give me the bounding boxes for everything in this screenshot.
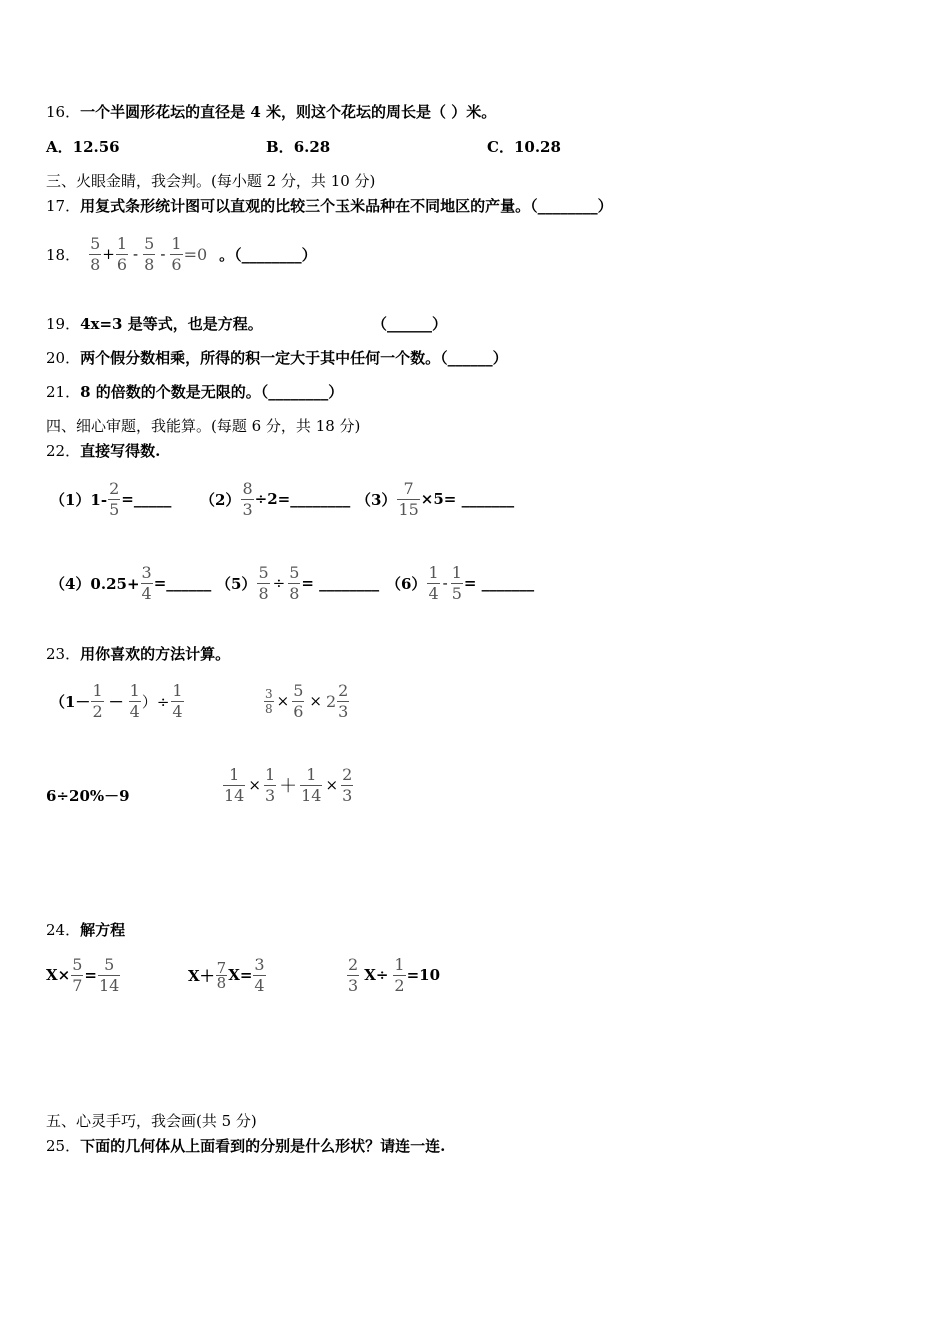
q23-expression-4 [222, 760, 354, 810]
question-text: 用复式条形统计图可以直观的比较三个玉米品种在不同地区的产量。（________） [80, 197, 613, 215]
question-18 [46, 228, 317, 280]
question-16 [46, 102, 496, 122]
question-number: 19． [46, 315, 81, 333]
fraction: $\frac{5}{7}$ [72, 954, 83, 995]
fraction: $\frac{8}{3}$ [242, 478, 253, 519]
fraction: $\frac{1}{6}$ [171, 233, 182, 274]
section-4-title: 四、细心审题，我能算。(每题 6 分，共 18 分) [46, 417, 361, 435]
equation-text: X= [228, 966, 253, 984]
fraction: $\frac{5}{8}$ [258, 562, 269, 603]
question-number: 21． [46, 383, 81, 401]
section-5-title: 五、心灵手巧，我会画(共 5 分) [46, 1112, 257, 1130]
option-value: 12.56 [72, 138, 120, 156]
question-21 [46, 382, 343, 402]
question-23 [46, 644, 230, 664]
question-number: 22． [46, 442, 81, 460]
equation-text: X÷ [364, 966, 389, 984]
question-17 [46, 196, 613, 216]
fraction: $\frac{5}{14}$ [98, 954, 120, 995]
q24-equation-3 [346, 950, 440, 1000]
fraction: 5 8 [90, 233, 101, 274]
operator: ＋ [279, 776, 298, 797]
question-text: 用你喜欢的方法计算。 [80, 645, 231, 663]
q22-part-6 [386, 558, 534, 608]
q22-part-1 [50, 474, 171, 524]
part-label: （5） [216, 574, 257, 593]
fraction: $\frac{5}{6}$ [293, 680, 304, 721]
operator: × [276, 692, 290, 710]
part-label: （6） [386, 574, 427, 593]
equation-text: =10 [406, 966, 441, 984]
question-number: 20． [46, 349, 81, 367]
option-b[interactable] [266, 137, 330, 157]
fraction: $\frac{7}{15}$ [398, 478, 419, 519]
question-text: 4x=3 是等式，也是方程。 [80, 315, 263, 333]
answer-blank[interactable]: ÷2=________ [254, 490, 351, 508]
fraction: $\frac{1}{5}$ [451, 562, 462, 603]
question-24 [46, 920, 125, 940]
question-text: 下面的几何体从上面看到的分别是什么形状？请连一连. [80, 1137, 446, 1155]
fraction: $\frac{3}{4}$ [141, 562, 152, 603]
option-label: A． [46, 138, 73, 156]
operator: × [309, 692, 322, 710]
answer-blank[interactable]: ×5= _______ [420, 490, 515, 508]
fraction: $\frac{1}{3}$ [264, 764, 276, 805]
fraction: 5 8 [144, 233, 155, 274]
fraction: 2 3 [348, 954, 359, 995]
result: =0 [183, 244, 208, 264]
question-number: 18． [46, 245, 81, 264]
q23-expression-2 [263, 676, 350, 726]
answer-blank[interactable]: = ________ [301, 574, 380, 592]
fraction: $\frac{1}{6}$ [116, 233, 128, 274]
q24-equation-2 [188, 950, 267, 1000]
operator: × [248, 776, 261, 794]
option-value: 10.28 [513, 138, 561, 156]
q24-equation-1 [46, 950, 121, 1000]
operator: - [442, 574, 448, 592]
q23-expression-3: 6÷20%－9 [46, 787, 130, 805]
answer-blank[interactable]: =_____ [121, 490, 172, 508]
expression-text: ）÷ [141, 692, 170, 711]
question-text: 8 的倍数的个数是无限的。（________） [80, 383, 344, 401]
operator: × [325, 776, 339, 794]
question-19 [46, 314, 263, 334]
q23-expression-1 [50, 676, 185, 726]
q22-part-3 [356, 474, 514, 524]
equation-text: X× [46, 966, 71, 984]
section-3-title: 三、火眼金睛，我会判。(每小题 2 分，共 10 分) [46, 172, 376, 190]
answer-blank[interactable]: =______ [153, 574, 212, 592]
fraction: 1 2 [92, 680, 103, 721]
equation-text: X＋ [188, 966, 215, 985]
q22-part-5 [216, 558, 379, 608]
operator: - [133, 245, 139, 263]
fraction: $\frac{1}{4}$ [172, 680, 183, 721]
equation-text: = [84, 966, 97, 984]
question-20 [46, 348, 508, 368]
fraction: 1 4 [428, 562, 439, 603]
option-label: C． [487, 138, 514, 156]
operator: - [160, 245, 166, 263]
question-text: 解方程 [80, 921, 126, 939]
operator: + [102, 245, 115, 263]
question-22 [46, 441, 160, 461]
whole-number: 2 [325, 691, 337, 711]
question-number: 23． [46, 645, 81, 663]
option-label: B． [266, 138, 294, 156]
question-text: 直接写得数. [80, 442, 161, 460]
fraction: $\frac{1}{14}$ [224, 764, 245, 805]
part-label: （2） [200, 490, 241, 509]
fraction: 2 3 [338, 680, 349, 721]
expression-text: （1－ [50, 692, 91, 711]
question-number: 17． [46, 197, 81, 215]
fraction: 7 8 [216, 958, 227, 992]
q22-part-2 [200, 474, 350, 524]
answer-blank[interactable]: = _______ [463, 574, 535, 592]
fraction: $\frac{2}{5}$ [109, 478, 120, 519]
question-number: 24． [46, 921, 81, 939]
operator: ÷ [272, 574, 286, 592]
question-number: 25． [46, 1137, 81, 1155]
answer-blank[interactable]: 。（________） [219, 245, 317, 264]
part-label: （4）0.25+ [50, 574, 140, 593]
part-label: （3） [356, 490, 397, 509]
operator: － [108, 692, 124, 711]
option-a[interactable] [46, 137, 120, 157]
option-c[interactable] [487, 137, 561, 157]
fraction: $\frac{3}{4}$ [254, 954, 265, 995]
option-value: 6.28 [293, 138, 331, 156]
fraction: $\frac{2}{3}$ [342, 764, 353, 805]
fraction: $\frac{5}{8}$ [289, 562, 300, 603]
q22-part-4 [50, 558, 211, 608]
question-text: 一个半圆形花坛的直径是 4 米，则这个花坛的周长是（ ）米。 [80, 103, 497, 121]
answer-blank[interactable]: （______） [372, 315, 448, 333]
part-label: （1）1- [50, 490, 108, 509]
fraction: $\frac{1}{2}$ [394, 954, 405, 995]
fraction: $\frac{3}{8}$ [265, 686, 273, 716]
question-text: 两个假分数相乘，所得的积一定大于其中任何一个数。（______） [80, 349, 508, 367]
fraction: 1 4 [129, 680, 140, 721]
fraction: $\frac{1}{14}$ [301, 764, 322, 805]
question-number: 16． [46, 103, 81, 121]
question-25 [46, 1136, 445, 1156]
